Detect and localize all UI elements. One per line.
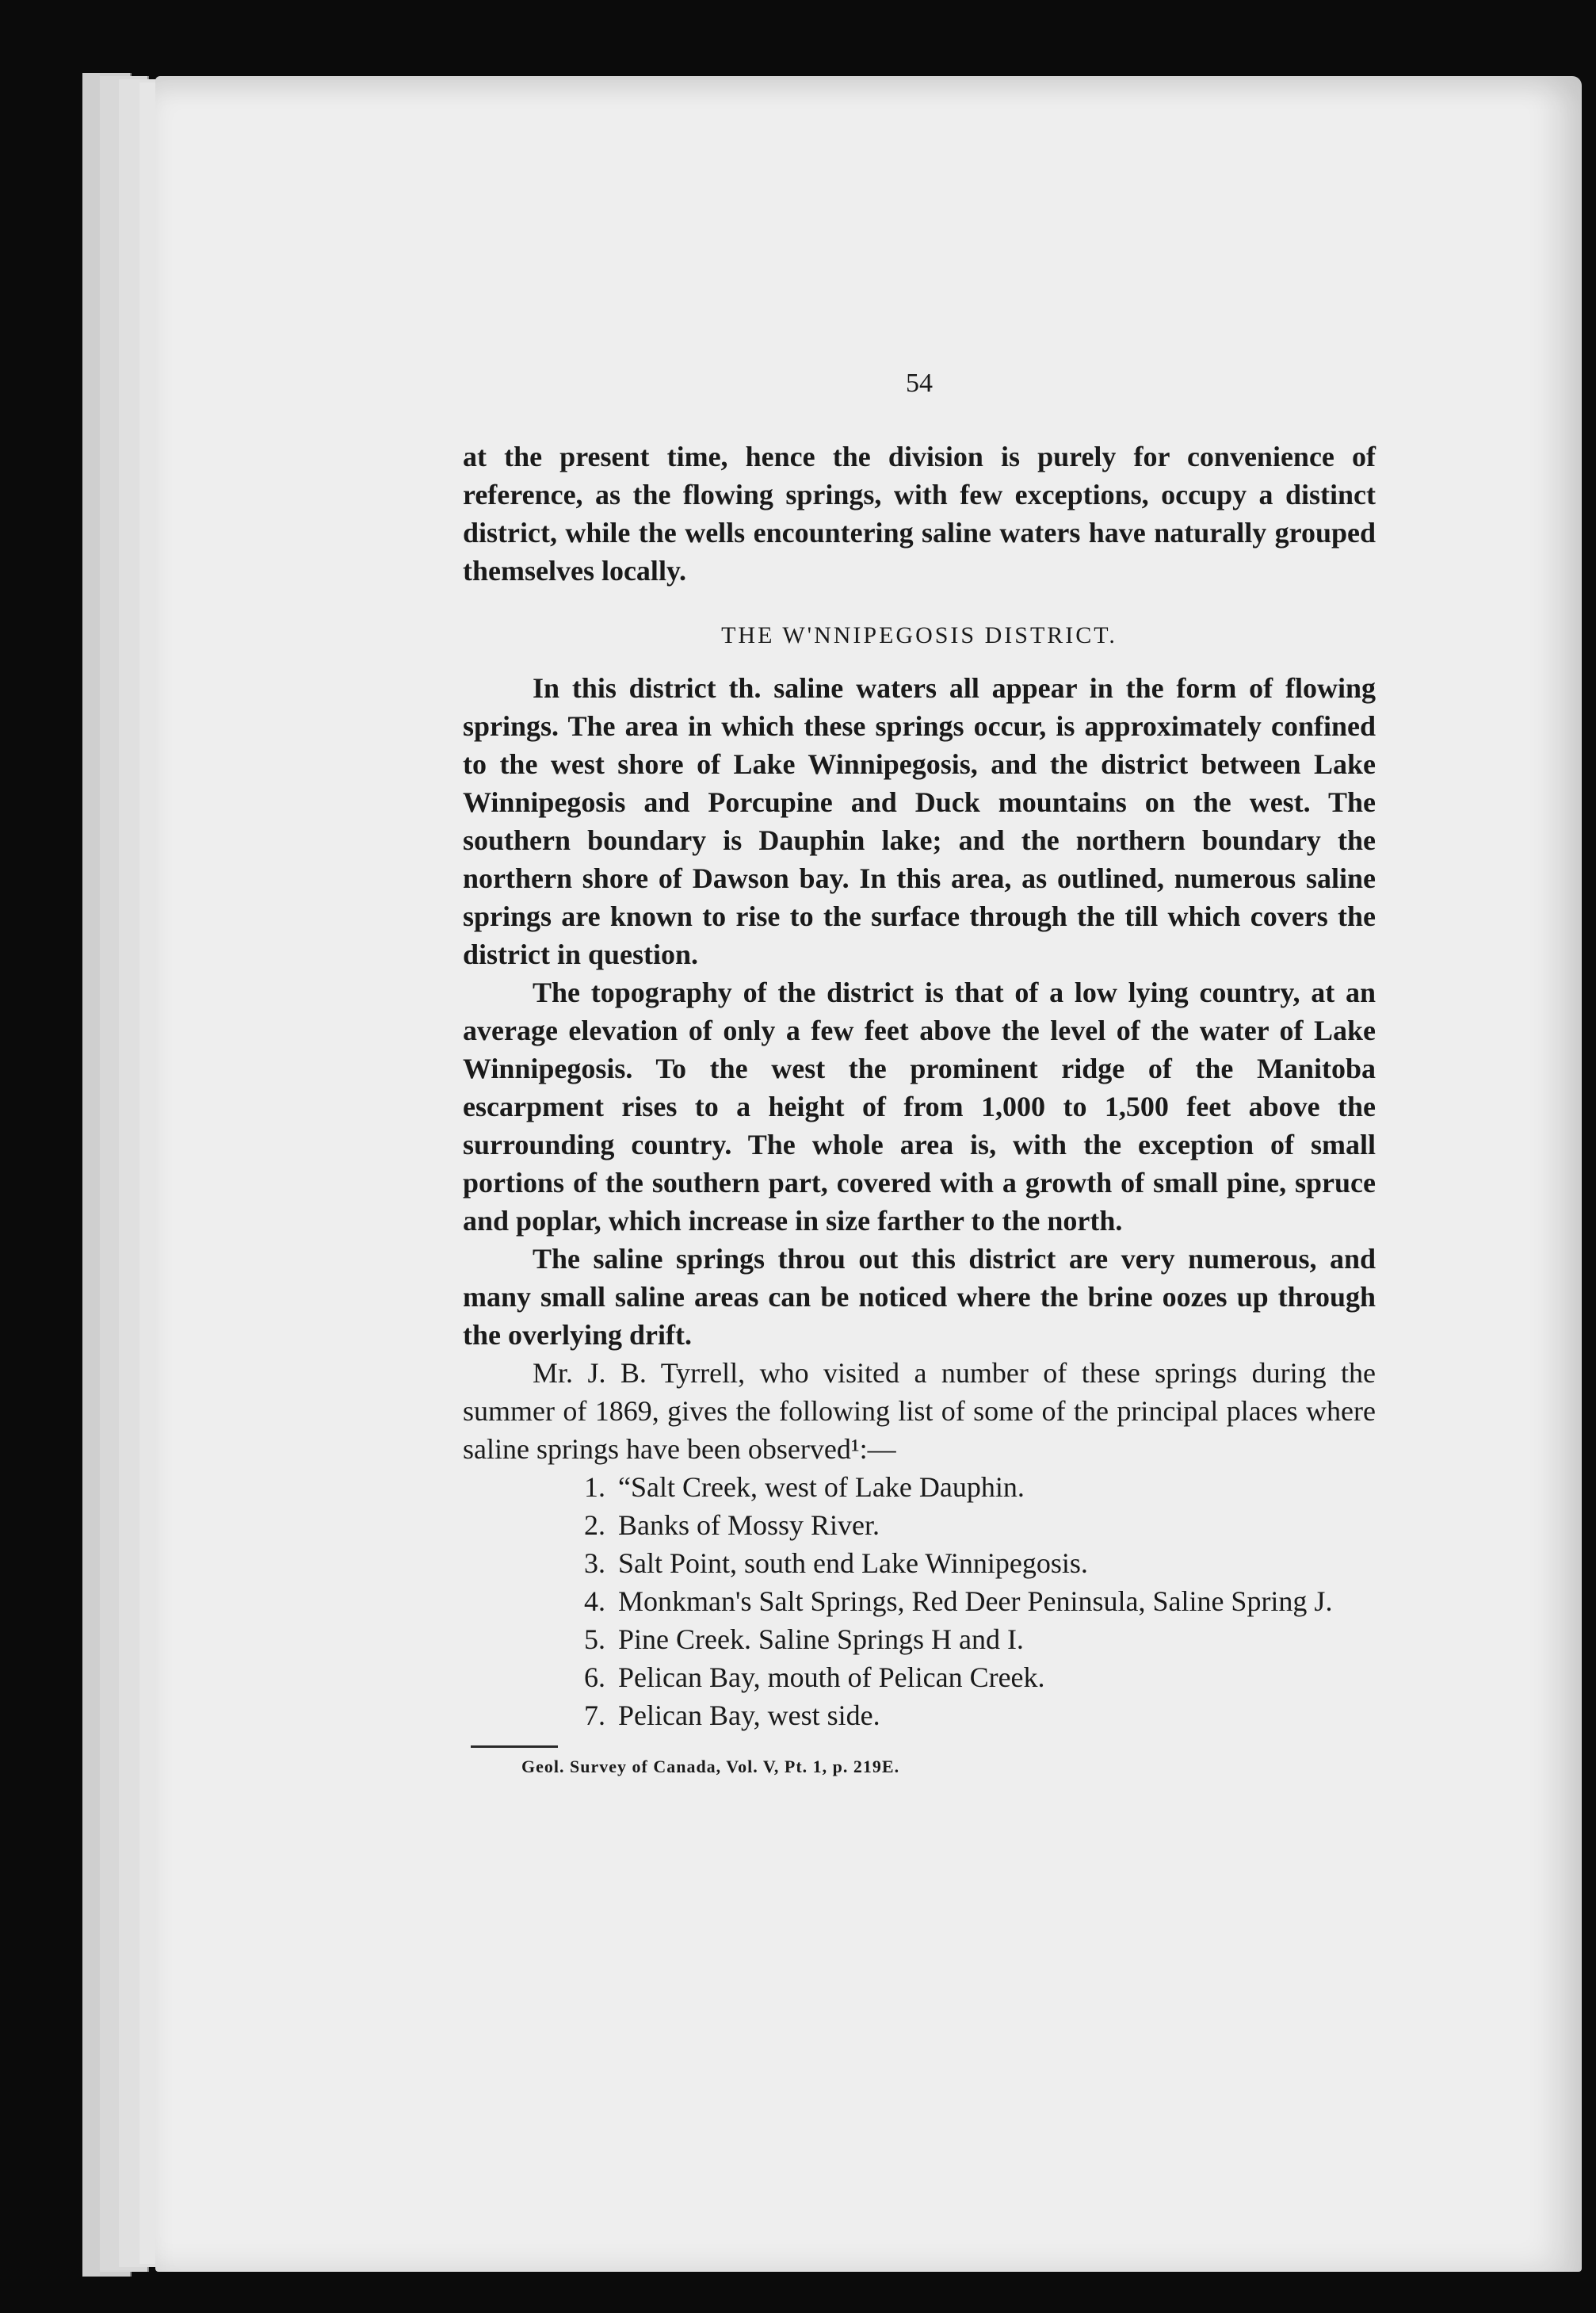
footnote-rule xyxy=(471,1745,558,1748)
list-text: Pelican Bay, mouth of Pelican Creek. xyxy=(618,1661,1045,1693)
list-number: 6. xyxy=(584,1661,605,1693)
intro-paragraph: at the present time, hence the division is purely for convenience of reference, as the flowing springs, with few exceptions, occupy a distinct district, while the wells encountering saline waters have naturally grouped themselves locally. xyxy=(463,441,1376,587)
paragraph: Mr. J. B. Tyrrell, who visited a number of these springs during the summer of 1869, gives the following list of some of the principal places where saline springs have been observed¹:— xyxy=(463,1357,1376,1465)
section-heading: THE W'NNIPEGOSIS DISTRICT. xyxy=(721,622,1117,648)
page-number: 54 xyxy=(906,369,933,398)
list-item xyxy=(463,1582,1376,1620)
list-item xyxy=(463,1658,1376,1696)
list-number: 1. xyxy=(584,1471,605,1503)
list-number: 5. xyxy=(584,1623,605,1655)
list-text: Salt Point, south end Lake Winnipegosis. xyxy=(618,1547,1088,1579)
list-number: 4. xyxy=(584,1585,605,1617)
list-number: 7. xyxy=(584,1699,605,1731)
list-text: Pelican Bay, west side. xyxy=(618,1699,880,1731)
list-text: Banks of Mossy River. xyxy=(618,1509,880,1541)
list-text: “Salt Creek, west of Lake Dauphin. xyxy=(618,1471,1025,1503)
list-item xyxy=(463,1620,1376,1658)
list-text: Monkman's Salt Springs, Red Deer Peninsula, Saline Spring J. xyxy=(618,1585,1333,1617)
list-text: Pine Creek. Saline Springs H and I. xyxy=(618,1623,1024,1655)
list-item xyxy=(463,1506,1376,1544)
list-number: 3. xyxy=(584,1547,605,1579)
list-item xyxy=(463,1544,1376,1582)
list-item xyxy=(463,1696,1376,1734)
page-text xyxy=(463,365,1376,1778)
list-item xyxy=(463,1468,1376,1506)
list-number: 2. xyxy=(584,1509,605,1541)
paragraph: The topography of the district is that of a low lying country, at an average elevation of only a few feet above the level of the water of Lake Winnipegosis. To the west the prominent ridge of the Manitoba escarpment rises to a height of from 1,000 to 1,500 feet above the surrounding country. The whole area is, with the exception of small portions of the southern part, covered with a growth of small pine, spruce and poplar, which increase in size farther to the north. xyxy=(463,977,1376,1237)
footnote: Geol. Survey of Canada, Vol. V, Pt. 1, p. 219E. xyxy=(521,1757,900,1776)
springs-list xyxy=(463,1468,1376,1734)
paragraph: In this district th. saline waters all appear in the form of flowing springs. The area in which these springs occur, is approximately confined to the west shore of Lake Winnipegosis, and the district between Lake Winnipegosis and Porcupine and Duck mountains on the west. The southern boundary is Dauphin lake; and the northern boundary the northern shore of Dawson bay. In this area, as outlined, numerous saline springs are known to rise to the surface through the till which covers the district in question. xyxy=(463,672,1376,970)
paragraph: The saline springs throu out this district are very numerous, and many small saline areas can be noticed where the brine oozes up through the overlying drift. xyxy=(463,1243,1376,1351)
